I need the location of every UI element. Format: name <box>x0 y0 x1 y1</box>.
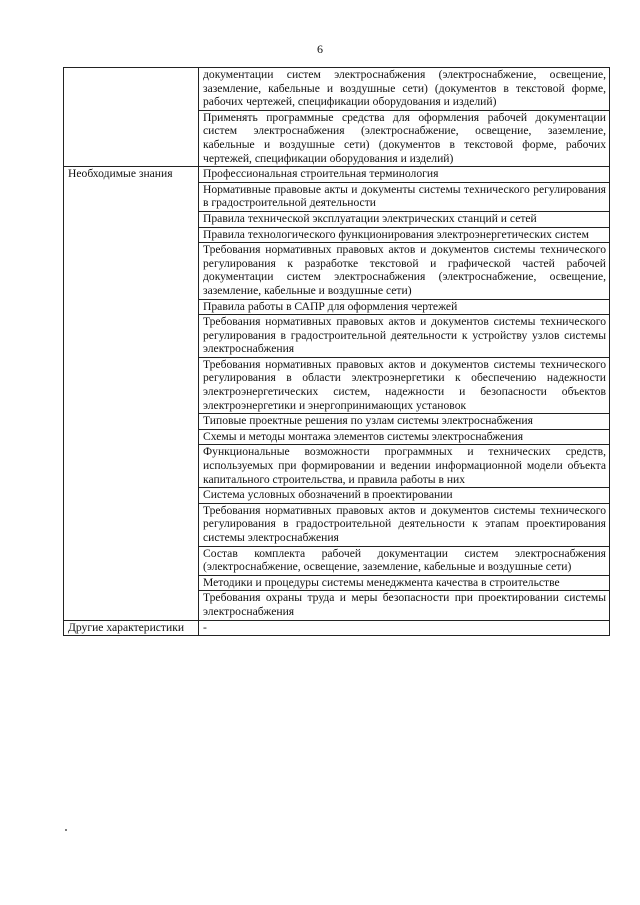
page-number: 6 <box>317 42 323 56</box>
skill-item: Применять программные средства для оформления рабочей документации систем электроснабжения (электроснабжение, освещение, заземление, кабельные и воздушные сети) (документов в текстовой форме, рабочих чертежей, спецификации оборудования и изделий) <box>199 110 610 166</box>
qualification-table <box>63 67 610 636</box>
knowledge-item: Профессиональная строительная терминология <box>199 167 610 183</box>
knowledge-item: Методики и процедуры системы менеджмента качества в строительстве <box>199 575 610 591</box>
skill-item: документации систем электроснабжения (электроснабжение, освещение, заземление, кабельные и воздушные сети) (документов в текстовой форме, рабочих чертежей, спецификации оборудования и изделий) <box>199 68 610 111</box>
knowledge-item: Требования нормативных правовых актов и документов системы технического регулирования в градостроительной деятельности к этапам проектирования системы электроснабжения <box>199 503 610 546</box>
scan-speck <box>65 829 67 831</box>
knowledge-item: Правила работы в САПР для оформления чертежей <box>199 299 610 315</box>
knowledge-item: Требования нормативных правовых актов и документов системы технического регулирования к разработке текстовой и графической частей рабочей документации систем электроснабжения (электроснабжение, освещение, заземление, кабельные и воздушные сети) <box>199 243 610 299</box>
table-row <box>64 620 610 636</box>
other-characteristics-label: Другие характеристики <box>64 620 199 636</box>
skills-label-cell <box>64 68 199 167</box>
knowledge-item: Состав комплекта рабочей документации систем электроснабжения (электроснабжение, освещение, заземление, кабельные и воздушные сети) <box>199 546 610 575</box>
knowledge-label: Необходимые знания <box>64 167 199 620</box>
knowledge-item: Функциональные возможности программных и технических средств, используемых при формировании и ведении информационной модели объекта капитального строительства, и правила работы в них <box>199 445 610 488</box>
knowledge-item: Правила технологического функционирования электроэнергетических систем <box>199 227 610 243</box>
knowledge-item: Требования нормативных правовых актов и документов системы технического регулирования в градостроительной деятельности к устройству узлов системы электроснабжения <box>199 315 610 358</box>
other-characteristics-value: - <box>199 620 610 636</box>
knowledge-item: Нормативные правовые акты и документы системы технического регулирования в градостроительной деятельности <box>199 182 610 211</box>
knowledge-item: Требования охраны труда и меры безопасности при проектировании системы электроснабжения <box>199 591 610 620</box>
knowledge-item: Система условных обозначений в проектировании <box>199 488 610 504</box>
knowledge-item: Схемы и методы монтажа элементов системы электроснабжения <box>199 429 610 445</box>
knowledge-item: Правила технической эксплуатации электрических станций и сетей <box>199 211 610 227</box>
knowledge-item: Требования нормативных правовых актов и документов системы технического регулирования в области электроэнергетики к обеспечению надежности электроэнергетических систем, надежности и безопасности объектов электроэнергетики и энергопринимающих установок <box>199 357 610 413</box>
table-row <box>64 167 610 183</box>
knowledge-item: Типовые проектные решения по узлам системы электроснабжения <box>199 414 610 430</box>
table-row <box>64 68 610 111</box>
